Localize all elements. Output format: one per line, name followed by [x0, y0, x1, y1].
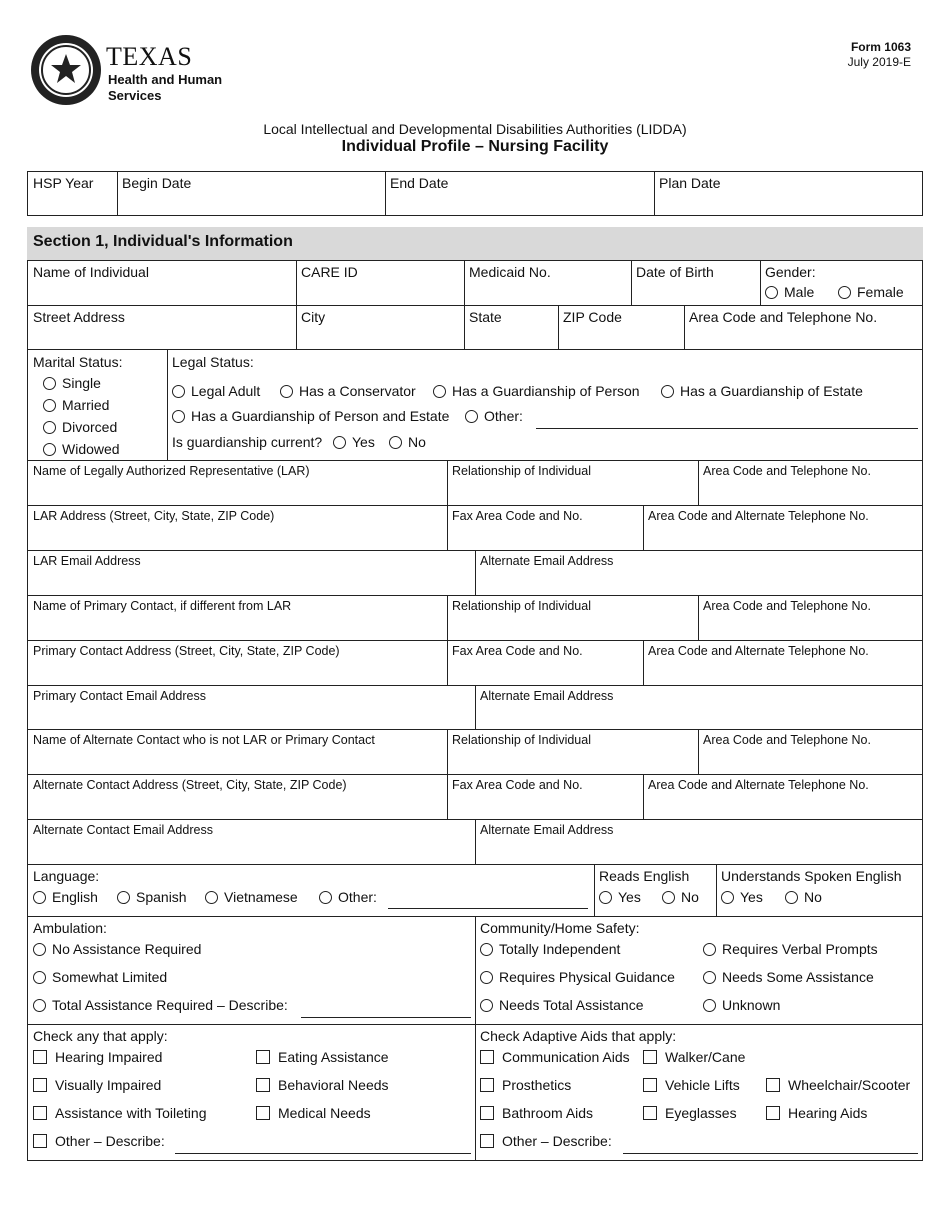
legal-guardian-person-label: Has a Guardianship of Person	[452, 383, 640, 399]
marital-single-option[interactable]	[43, 375, 101, 391]
married-label: Married	[62, 397, 110, 413]
spanish-label: Spanish	[136, 889, 187, 905]
begin-date-field[interactable]	[117, 171, 386, 216]
legal-other-label: Other:	[484, 408, 523, 424]
primary-email-label: Primary Contact Email Address	[33, 689, 206, 703]
safety-total-option[interactable]	[480, 997, 644, 1013]
alternate-alt-email-label: Alternate Email Address	[480, 823, 614, 837]
adaptive-label: Check Adaptive Aids that apply:	[480, 1028, 677, 1044]
radio-icon[interactable]	[43, 399, 56, 412]
primary-relationship-label: Relationship of Individual	[452, 599, 591, 613]
radio-icon[interactable]	[33, 999, 46, 1012]
dob-field[interactable]	[631, 260, 761, 306]
section1-header	[27, 227, 923, 260]
gender-female-option[interactable]	[838, 284, 904, 300]
medical-needs-option[interactable]	[256, 1105, 371, 1121]
radio-icon[interactable]	[43, 377, 56, 390]
primary-address-label: Primary Contact Address (Street, City, State, ZIP Code)	[33, 644, 340, 658]
zip-field[interactable]	[558, 305, 685, 350]
lar-name-field[interactable]	[27, 460, 448, 506]
guardianship-no-option[interactable]	[389, 434, 426, 450]
radio-icon[interactable]	[703, 999, 716, 1012]
phone-label: Area Code and Telephone No.	[689, 309, 878, 325]
radio-icon[interactable]	[480, 999, 493, 1012]
hearing-aids-option[interactable]	[766, 1105, 867, 1121]
legal-other-option[interactable]	[465, 408, 523, 424]
language-other-option[interactable]	[319, 889, 377, 905]
logo-sub1: Health and Human	[108, 72, 223, 87]
widowed-label: Widowed	[62, 441, 120, 457]
checkbox-icon[interactable]	[643, 1078, 657, 1092]
lar-fax-field[interactable]	[447, 505, 644, 551]
alternate-relationship-label: Relationship of Individual	[452, 733, 591, 747]
alternate-fax-label: Fax Area Code and No.	[452, 778, 583, 792]
lar-alt-email-field[interactable]	[475, 550, 923, 596]
reads-yes-label: Yes	[618, 889, 641, 905]
alternate-name-label: Name of Alternate Contact who is not LAR or Primary Contact	[33, 733, 375, 747]
bathroom-aids-option[interactable]	[480, 1105, 593, 1121]
alternate-name-field[interactable]	[27, 729, 448, 775]
alternate-alt-email-field[interactable]	[475, 819, 923, 865]
eyeglasses-label: Eyeglasses	[665, 1105, 737, 1121]
behavioral-needs-label: Behavioral Needs	[278, 1077, 389, 1093]
safety-verbal-label: Requires Verbal Prompts	[722, 941, 878, 957]
adaptive-other-label: Other – Describe:	[502, 1133, 612, 1149]
communication-aids-label: Communication Aids	[502, 1049, 630, 1065]
safety-group	[475, 916, 923, 1025]
radio-icon[interactable]	[480, 943, 493, 956]
adaptive-other-option[interactable]	[480, 1133, 612, 1149]
checkbox-icon[interactable]	[33, 1134, 47, 1148]
alternate-email-label: Alternate Contact Email Address	[33, 823, 213, 837]
safety-verbal-option[interactable]	[703, 941, 878, 957]
radio-icon[interactable]	[433, 385, 446, 398]
radio-icon[interactable]	[117, 891, 130, 904]
ambulation-limited-option[interactable]	[33, 969, 167, 985]
vehicle-lifts-option[interactable]	[643, 1077, 740, 1093]
understands-english-group	[716, 864, 923, 917]
prosthetics-option[interactable]	[480, 1077, 571, 1093]
primary-alt-email-label: Alternate Email Address	[480, 689, 614, 703]
understands-no-label: No	[804, 889, 822, 905]
check-other-option[interactable]	[33, 1133, 165, 1149]
name-label: Name of Individual	[33, 264, 149, 280]
name-field[interactable]	[27, 260, 297, 306]
check-any-group	[27, 1024, 476, 1161]
primary-name-label: Name of Primary Contact, if different from LAR	[33, 599, 292, 613]
eating-assistance-option[interactable]	[256, 1049, 389, 1065]
divorced-label: Divorced	[62, 419, 118, 435]
legal-guardian-person-option[interactable]	[433, 383, 640, 399]
prosthetics-label: Prosthetics	[502, 1077, 572, 1093]
texas-seal-icon	[30, 34, 102, 106]
alternate-phone-field[interactable]	[698, 729, 923, 775]
safety-physical-option[interactable]	[480, 969, 675, 985]
lar-fax-label: Fax Area Code and No.	[452, 509, 583, 523]
city-field[interactable]	[296, 305, 465, 350]
care-id-field[interactable]	[296, 260, 465, 306]
lar-alt-email-label: Alternate Email Address	[480, 554, 614, 568]
hsp-year-label: HSP Year	[33, 175, 94, 191]
primary-relationship-field[interactable]	[447, 595, 699, 641]
checkbox-icon[interactable]	[643, 1050, 657, 1064]
lar-alt-phone-field[interactable]	[643, 505, 923, 551]
city-label: City	[301, 309, 326, 325]
radio-icon[interactable]	[785, 891, 798, 904]
alternate-address-label: Alternate Contact Address (Street, City, State, ZIP Code)	[33, 778, 347, 792]
legal-other-line[interactable]	[536, 428, 918, 429]
walker-cane-option[interactable]	[643, 1049, 745, 1065]
phone-field[interactable]	[684, 305, 923, 350]
radio-icon[interactable]	[33, 891, 46, 904]
toileting-option[interactable]	[33, 1105, 206, 1121]
checkbox-icon[interactable]	[256, 1050, 270, 1064]
legal-guardian-both-option[interactable]	[172, 408, 449, 424]
language-vietnamese-option[interactable]	[205, 889, 298, 905]
gender-field	[760, 260, 923, 306]
language-group	[27, 864, 595, 917]
legal-guardian-both-label: Has a Guardianship of Person and Estate	[191, 408, 450, 424]
ambulation-label: Ambulation:	[33, 920, 107, 936]
lar-relationship-field[interactable]	[447, 460, 699, 506]
primary-address-field[interactable]	[27, 640, 448, 686]
gender-label: Gender:	[765, 264, 816, 280]
other-label: Other:	[338, 889, 377, 905]
bathroom-aids-label: Bathroom Aids	[502, 1105, 594, 1121]
radio-icon[interactable]	[205, 891, 218, 904]
alternate-phone-label: Area Code and Telephone No.	[703, 733, 871, 747]
zip-label: ZIP Code	[563, 309, 622, 325]
vehicle-lifts-label: Vehicle Lifts	[665, 1077, 740, 1093]
eating-assistance-label: Eating Assistance	[278, 1049, 389, 1065]
legal-adult-label: Legal Adult	[191, 383, 261, 399]
lar-address-label: LAR Address (Street, City, State, ZIP Code)	[33, 509, 275, 523]
understands-yes-option[interactable]	[721, 889, 763, 905]
primary-alt-phone-label: Area Code and Alternate Telephone No.	[648, 644, 869, 658]
adaptive-aids-group	[475, 1024, 923, 1161]
lar-email-label: LAR Email Address	[33, 554, 141, 568]
end-date-field[interactable]	[385, 171, 655, 216]
hearing-impaired-label: Hearing Impaired	[55, 1049, 163, 1065]
safety-physical-label: Requires Physical Guidance	[499, 969, 675, 985]
medicaid-label: Medicaid No.	[469, 264, 551, 280]
legal-status-group	[167, 349, 923, 461]
safety-independent-option[interactable]	[480, 941, 620, 957]
radio-icon[interactable]	[389, 436, 402, 449]
alternate-address-field[interactable]	[27, 774, 448, 820]
section1-title: Section 1, Individual's Information	[33, 233, 293, 250]
lar-alt-phone-label: Area Code and Alternate Telephone No.	[648, 509, 869, 523]
alternate-relationship-field[interactable]	[447, 729, 699, 775]
radio-icon[interactable]	[838, 286, 851, 299]
texas-hhs-logo	[30, 34, 223, 106]
toileting-label: Assistance with Toileting	[55, 1105, 207, 1121]
guardianship-yes-option[interactable]	[333, 434, 375, 450]
marital-widowed-option[interactable]	[43, 441, 120, 457]
safety-unknown-option[interactable]	[703, 997, 780, 1013]
ambulation-limited-label: Somewhat Limited	[52, 969, 168, 985]
wheelchair-label: Wheelchair/Scooter	[788, 1077, 911, 1093]
alternate-fax-field[interactable]	[447, 774, 644, 820]
plan-date-field[interactable]	[654, 171, 923, 216]
checkbox-icon[interactable]	[480, 1050, 494, 1064]
vietnamese-label: Vietnamese	[224, 889, 298, 905]
primary-alt-email-field[interactable]	[475, 685, 923, 730]
dob-label: Date of Birth	[636, 264, 714, 280]
understands-english-label: Understands Spoken English	[721, 868, 902, 884]
primary-name-field[interactable]	[27, 595, 448, 641]
begin-date-label: Begin Date	[122, 175, 192, 191]
safety-some-option[interactable]	[703, 969, 874, 985]
marital-status-group	[27, 349, 168, 461]
radio-icon[interactable]	[765, 286, 778, 299]
visually-impaired-label: Visually Impaired	[55, 1077, 162, 1093]
street-label: Street Address	[33, 309, 125, 325]
legal-conservator-label: Has a Conservator	[299, 383, 416, 399]
radio-icon[interactable]	[43, 443, 56, 456]
adaptive-other-line[interactable]	[623, 1153, 918, 1154]
check-other-line[interactable]	[175, 1153, 471, 1154]
reads-english-group	[594, 864, 717, 917]
form-number: Form 1063	[850, 40, 911, 54]
legal-adult-option[interactable]	[172, 383, 260, 399]
legal-conservator-option[interactable]	[280, 383, 416, 399]
behavioral-needs-option[interactable]	[256, 1077, 389, 1093]
language-english-option[interactable]	[33, 889, 98, 905]
radio-icon[interactable]	[599, 891, 612, 904]
checkbox-icon[interactable]	[643, 1106, 657, 1120]
state-label: State	[469, 309, 502, 325]
alternate-alt-phone-label: Area Code and Alternate Telephone No.	[648, 778, 869, 792]
language-other-line[interactable]	[388, 908, 588, 909]
legal-label: Legal Status:	[172, 354, 254, 370]
lar-name-label: Name of Legally Authorized Representative (LAR)	[33, 464, 310, 478]
check-other-label: Other – Describe:	[55, 1133, 165, 1149]
ambulation-total-option[interactable]	[33, 997, 288, 1013]
reads-english-label: Reads English	[599, 868, 690, 884]
safety-total-label: Needs Total Assistance	[499, 997, 644, 1013]
checkbox-icon[interactable]	[480, 1134, 494, 1148]
lar-phone-field[interactable]	[698, 460, 923, 506]
checkbox-icon[interactable]	[256, 1106, 270, 1120]
radio-icon[interactable]	[280, 385, 293, 398]
checkbox-icon[interactable]	[480, 1078, 494, 1092]
ambulation-group	[27, 916, 476, 1025]
primary-phone-label: Area Code and Telephone No.	[703, 599, 871, 613]
logo-sub2: Services	[108, 88, 162, 103]
radio-icon[interactable]	[662, 891, 675, 904]
page-title: Individual Profile – Nursing Facility	[341, 138, 609, 155]
marital-divorced-option[interactable]	[43, 419, 117, 435]
check-any-label: Check any that apply:	[33, 1028, 168, 1044]
radio-icon[interactable]	[703, 971, 716, 984]
primary-alt-phone-field[interactable]	[643, 640, 923, 686]
alternate-email-field[interactable]	[27, 819, 476, 865]
form-date: July 2019-E	[847, 55, 911, 69]
safety-unknown-label: Unknown	[722, 997, 781, 1013]
lar-phone-label: Area Code and Telephone No.	[703, 464, 871, 478]
radio-icon[interactable]	[480, 971, 493, 984]
ambulation-none-label: No Assistance Required	[52, 941, 202, 957]
alternate-alt-phone-field[interactable]	[643, 774, 923, 820]
hearing-aids-label: Hearing Aids	[788, 1105, 868, 1121]
safety-some-label: Needs Some Assistance	[722, 969, 874, 985]
radio-icon[interactable]	[43, 421, 56, 434]
checkbox-icon[interactable]	[766, 1078, 780, 1092]
radio-icon[interactable]	[172, 410, 185, 423]
guardianship-current-label: Is guardianship current?	[172, 434, 323, 450]
primary-fax-field[interactable]	[447, 640, 644, 686]
radio-icon[interactable]	[33, 971, 46, 984]
safety-independent-label: Totally Independent	[499, 941, 621, 957]
primary-email-field[interactable]	[27, 685, 476, 730]
care-id-label: CARE ID	[301, 264, 358, 280]
marital-married-option[interactable]	[43, 397, 109, 413]
eyeglasses-option[interactable]	[643, 1105, 737, 1121]
reads-yes-option[interactable]	[599, 889, 641, 905]
radio-icon[interactable]	[465, 410, 478, 423]
radio-icon[interactable]	[661, 385, 674, 398]
radio-icon[interactable]	[172, 385, 185, 398]
checkbox-icon[interactable]	[33, 1106, 47, 1120]
language-spanish-option[interactable]	[117, 889, 187, 905]
lar-relationship-label: Relationship of Individual	[452, 464, 591, 478]
english-label: English	[52, 889, 98, 905]
agency-name: Local Intellectual and Developmental Disabilities Authorities (LIDDA)	[263, 121, 687, 137]
end-date-label: End Date	[390, 175, 449, 191]
street-field[interactable]	[27, 305, 297, 350]
guardianship-no-label: No	[408, 434, 426, 450]
guardianship-yes-label: Yes	[352, 434, 375, 450]
female-label: Female	[857, 284, 904, 300]
wheelchair-option[interactable]	[766, 1077, 910, 1093]
ambulation-total-label: Total Assistance Required – Describe:	[52, 997, 288, 1013]
checkbox-icon[interactable]	[33, 1078, 47, 1092]
logo-texas: TEXAS	[106, 42, 193, 71]
state-field[interactable]	[464, 305, 559, 350]
marital-label: Marital Status:	[33, 354, 123, 370]
checkbox-icon[interactable]	[766, 1106, 780, 1120]
radio-icon[interactable]	[333, 436, 346, 449]
lar-address-field[interactable]	[27, 505, 448, 551]
checkbox-icon[interactable]	[33, 1050, 47, 1064]
understands-yes-label: Yes	[740, 889, 763, 905]
hsp-year-field[interactable]	[27, 171, 118, 216]
plan-date-label: Plan Date	[659, 175, 721, 191]
ambulation-none-option[interactable]	[33, 941, 201, 957]
hearing-impaired-option[interactable]	[33, 1049, 162, 1065]
communication-aids-option[interactable]	[480, 1049, 630, 1065]
radio-icon[interactable]	[319, 891, 332, 904]
medical-needs-label: Medical Needs	[278, 1105, 371, 1121]
legal-guardian-estate-option[interactable]	[661, 383, 863, 399]
male-label: Male	[784, 284, 815, 300]
primary-phone-field[interactable]	[698, 595, 923, 641]
checkbox-icon[interactable]	[256, 1078, 270, 1092]
reads-no-option[interactable]	[662, 889, 699, 905]
gender-male-option[interactable]	[765, 284, 814, 300]
walker-cane-label: Walker/Cane	[665, 1049, 746, 1065]
radio-icon[interactable]	[33, 943, 46, 956]
radio-icon[interactable]	[721, 891, 734, 904]
lar-email-field[interactable]	[27, 550, 476, 596]
checkbox-icon[interactable]	[480, 1106, 494, 1120]
ambulation-describe-line[interactable]	[301, 1017, 471, 1018]
legal-guardian-estate-label: Has a Guardianship of Estate	[680, 383, 863, 399]
medicaid-field[interactable]	[464, 260, 632, 306]
reads-no-label: No	[681, 889, 699, 905]
understands-no-option[interactable]	[785, 889, 822, 905]
safety-label: Community/Home Safety:	[480, 920, 640, 936]
visually-impaired-option[interactable]	[33, 1077, 161, 1093]
radio-icon[interactable]	[703, 943, 716, 956]
language-label: Language:	[33, 868, 100, 884]
primary-fax-label: Fax Area Code and No.	[452, 644, 583, 658]
single-label: Single	[62, 375, 101, 391]
